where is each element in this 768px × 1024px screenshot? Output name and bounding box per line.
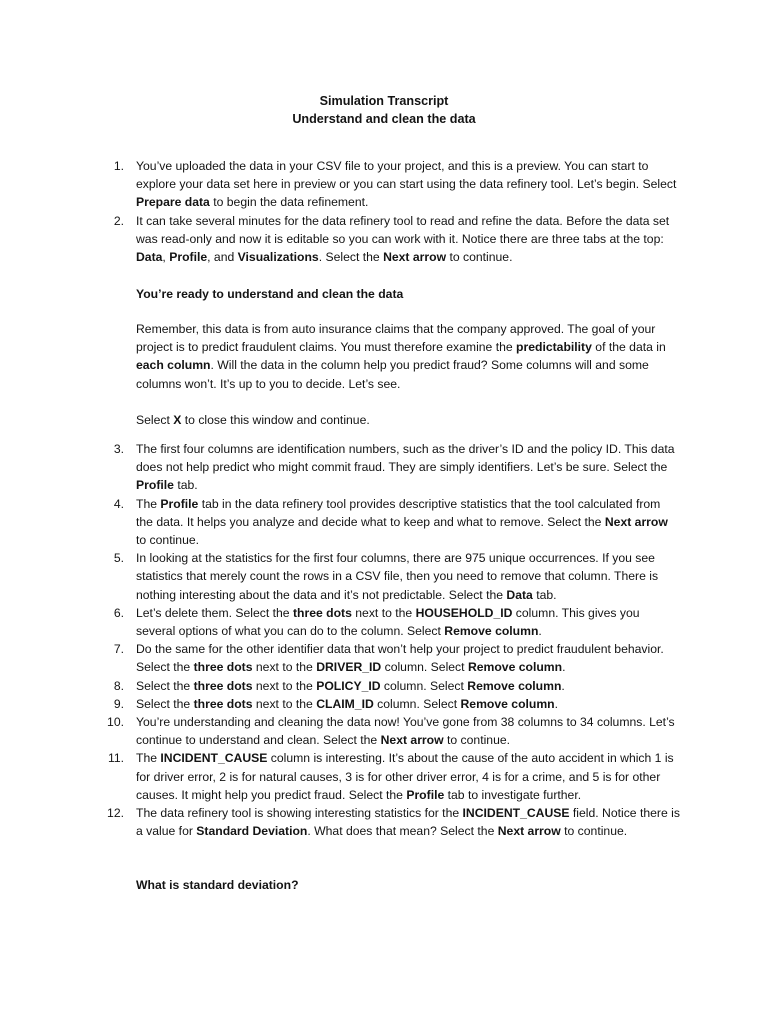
list-item xyxy=(0,157,680,212)
bold-text: DRIVER_ID xyxy=(316,660,382,675)
document-title: Simulation Transcript xyxy=(319,94,449,108)
text-run: Select xyxy=(136,413,174,427)
text-run: . Select the xyxy=(318,250,384,265)
list-item xyxy=(0,212,680,267)
text-run: to continue. xyxy=(136,533,200,548)
bold-text: three dots xyxy=(193,660,253,675)
steps-list-1 xyxy=(0,157,768,266)
list-item xyxy=(0,804,680,840)
bold-text: X xyxy=(173,413,182,427)
text-run: to continue. xyxy=(443,733,511,748)
bold-text: Profile xyxy=(136,478,174,493)
bold-text: three dots xyxy=(193,696,253,711)
bold-text: three dots xyxy=(292,605,352,620)
bold-text: Data xyxy=(136,250,163,265)
text-run: You’ve uploaded the data in your CSV file to your project, and this is a preview. You can start to explore your data set here in preview or you can start using the data refinery tool. Let’s begin. Select xyxy=(136,159,677,192)
list-item xyxy=(0,604,680,640)
bold-text: Remove column xyxy=(460,696,555,711)
list-item-number: 7. xyxy=(113,642,124,657)
text-run: The xyxy=(136,496,161,511)
bold-text: Next arrow xyxy=(604,514,668,529)
list-item xyxy=(0,695,680,713)
text-run: Select the xyxy=(136,696,194,711)
text-run: of the data in xyxy=(591,340,666,355)
text-run: . xyxy=(561,678,565,693)
text-run: . xyxy=(562,660,566,675)
text-run: Let’s delete them. Select the xyxy=(136,605,293,620)
text-run: tab. xyxy=(173,478,198,493)
paragraph-remember xyxy=(136,320,680,393)
text-run: In looking at the statistics for the first four columns, there are 975 unique occurrences. If you see statistics that merely count the rows in a CSV file, then you need to remove that column. There is nothing interesting about the data and it’s not predictable. Select the xyxy=(136,551,659,602)
list-item-number: 5. xyxy=(113,551,124,566)
text-run: tab. xyxy=(532,587,557,602)
text-run: next to the xyxy=(252,678,317,693)
bold-text: Data xyxy=(506,587,533,602)
bold-text: POLICY_ID xyxy=(316,678,381,693)
bold-text: INCIDENT_CAUSE xyxy=(160,751,268,766)
list-item xyxy=(0,640,680,676)
list-item-number: 1. xyxy=(113,159,124,173)
text-run: You’re understanding and cleaning the data now! You’ve gone from 38 columns to 34 columns. Let’s continue to understand and clean. Select the xyxy=(136,715,675,748)
bold-text: Remove column xyxy=(467,678,562,693)
bold-text: Profile xyxy=(406,787,445,802)
text-run: It can take several minutes for the data refinery tool to read and refine the data. Before the data set was read-only and now it is editable so you can work with it. Notice there are three tabs at the top: xyxy=(136,213,670,246)
list-item-number: 2. xyxy=(113,213,124,228)
document-subtitle: Understand and clean the data xyxy=(292,112,476,126)
text-run: Select the xyxy=(136,678,194,693)
bold-text: HOUSEHOLD_ID xyxy=(415,605,513,620)
text-run: column. Select xyxy=(373,696,461,711)
list-item xyxy=(0,495,680,550)
text-run: tab in the data refinery tool provides descriptive statistics that the tool calculated from the data. It helps you analyze and decide what to keep and what to remove. Select the xyxy=(136,496,661,529)
text-run: next to the xyxy=(252,696,317,711)
text-run: . xyxy=(538,624,542,639)
text-run: column. Select xyxy=(380,678,468,693)
text-run: Do the same for the other identifier data that won’t help your project to predict fraudulent behavior. Select the xyxy=(136,642,664,675)
steps-list-2 xyxy=(0,440,768,840)
bold-text: Next arrow xyxy=(380,733,444,748)
list-item-number: 10. xyxy=(107,715,124,730)
text-run: column is interesting. It’s about the cause of the auto accident in which 1 is for driver error, 2 is for natural causes, 3 is for other driver error, 4 is for a crime, and 5 is for other causes. It might help you predict fraud. Select the xyxy=(136,751,674,802)
bold-text: Visualizations xyxy=(237,250,319,265)
list-item-number: 12. xyxy=(107,806,124,821)
bold-text: CLAIM_ID xyxy=(316,696,374,711)
section-heading-standard-deviation: What is standard deviation? xyxy=(136,878,299,892)
text-run: to continue. xyxy=(446,250,513,265)
list-item-number: 3. xyxy=(113,442,124,456)
bold-text: Remove column xyxy=(467,660,563,675)
list-item-number: 6. xyxy=(113,605,124,620)
text-run: The first four columns are identification numbers, such as the driver’s ID and the policy ID. This data does not help predict who might commit fraud. They are simply identifiers. Let’s be sure. Select the xyxy=(136,442,675,475)
text-run: to continue. xyxy=(560,824,628,839)
text-run: Remember, this data is from auto insurance claims that the company approved. The goal of your project is to predict fraudulent claims. You must therefore examine the xyxy=(136,322,656,355)
text-run: field. Notice there is a value for xyxy=(136,806,680,839)
bold-text: Profile xyxy=(160,496,199,511)
bold-text: Profile xyxy=(169,250,208,265)
list-item xyxy=(0,749,680,804)
list-item xyxy=(0,549,680,604)
text-run: tab to investigate further. xyxy=(444,787,582,802)
bold-text: three dots xyxy=(193,678,253,693)
bold-text: Next arrow xyxy=(497,824,561,839)
text-run: next to the xyxy=(252,660,317,675)
text-run: next to the xyxy=(351,605,416,620)
text-run: to begin the data refinement. xyxy=(209,195,369,210)
paragraph-select-x xyxy=(136,411,680,429)
bold-text: predictability xyxy=(516,340,592,355)
list-item xyxy=(0,440,680,495)
bold-text: Remove column xyxy=(444,624,539,639)
list-item-number: 8. xyxy=(113,678,124,693)
text-run: The xyxy=(136,751,161,766)
text-run: column. This gives you several options of what you can do to the column. Select xyxy=(136,605,640,639)
list-item xyxy=(0,713,680,749)
section-heading-ready: You’re ready to understand and clean the data xyxy=(136,287,404,301)
text-run: . xyxy=(554,696,559,711)
list-item-number: 9. xyxy=(113,696,124,711)
bold-text: Next arrow xyxy=(383,250,447,265)
text-run: , xyxy=(162,250,170,265)
bold-text: Standard Deviation xyxy=(196,824,308,839)
text-run: to close this window and continue. xyxy=(181,413,370,427)
bold-text: Prepare data xyxy=(136,195,210,210)
text-run: . What does that mean? Select the xyxy=(307,824,498,839)
list-item-number: 4. xyxy=(113,496,124,511)
bold-text: each column xyxy=(136,358,211,373)
text-run: , and xyxy=(207,250,238,265)
list-item-number: 11. xyxy=(107,751,124,766)
list-item xyxy=(0,677,680,695)
text-run: The data refinery tool is showing interesting statistics for the xyxy=(136,806,463,821)
bold-text: INCIDENT_CAUSE xyxy=(462,806,570,821)
text-run: . Will the data in the column help you predict fraud? Some columns will and some columns won’t. It’s up to you to decide. Let’s see. xyxy=(136,358,649,391)
text-run: column. Select xyxy=(381,660,468,675)
